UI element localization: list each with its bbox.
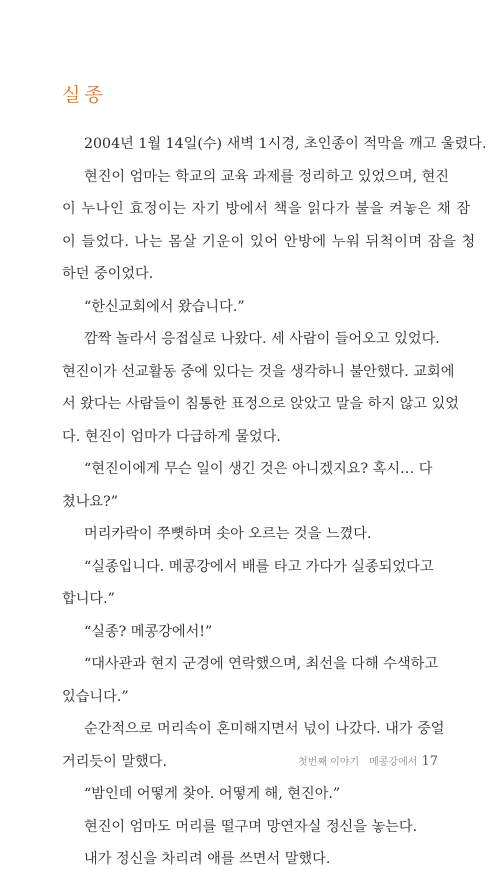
text-line: 2004년 1월 14일(수) 새벽 1시경, 초인종이 적막을 깨고 울렸다. [84, 136, 487, 152]
text-line: “실종? 메콩강에서!” [84, 623, 213, 640]
text-line: 하던 중이었다. [62, 266, 154, 282]
page-number: 17 [421, 754, 438, 769]
text-line: 이 들었다. 나는 몸살 기운이 있어 안방에 누워 뒤척이며 잠을 청 [62, 233, 476, 250]
text-line: 깜짝 놀라서 응접실로 나왔다. 세 사람이 들어오고 있었다. [84, 331, 440, 347]
text-line: 머리카락이 쭈뼛하며 솟아 오르는 것을 느꼈다. [84, 526, 372, 542]
text-line: 거리듯이 말했다. [62, 753, 167, 770]
text-line: 서 왔다는 사람들이 침통한 표정으로 앉았고 말을 하지 않고 있었 [62, 396, 459, 412]
text-line: 있습니다.” [62, 688, 129, 705]
text-line: “한신교회에서 왔습니다.” [84, 298, 245, 315]
text-line: 합니다.” [62, 591, 115, 607]
footer-section: 메콩강에서 [369, 757, 418, 768]
text-line: 현진이 엄마도 머리를 떨구며 망연자실 정신을 놓는다. [84, 818, 418, 835]
text-line: “실종입니다. 메콩강에서 배를 타고 가다가 실종되었다고 [84, 558, 434, 575]
text-line: 현진이가 선교활동 중에 있다는 것을 생각하니 불안했다. 교회에 [62, 363, 455, 380]
page-footer [298, 753, 438, 769]
text-line: 순간적으로 머리속이 혼미해지면서 넋이 나갔다. 내가 중얼 [84, 721, 445, 737]
footer-part: 첫번째 이야기 [298, 757, 360, 768]
text-line: “밤인데 어떻게 찾아. 어떻게 해, 현진아.” [84, 786, 341, 802]
text-line: “현진이에게 무슨 일이 생긴 것은 아니겠지요? 혹시… 다 [84, 461, 433, 477]
text-line: 현진이 엄마는 학교의 교육 과제를 정리하고 있었으며, 현진 [84, 168, 450, 185]
text-line: 다. 현진이 엄마가 다급하게 물었다. [62, 428, 281, 445]
text-line: “대사관과 현지 군경에 연락했으며, 최선을 다해 수색하고 [84, 656, 439, 672]
text-line: 내가 정신을 차리려 애를 쓰면서 말했다. [84, 851, 331, 867]
text-line: 쳤나요?” [62, 493, 118, 510]
text-line: 이 누나인 효정이는 자기 방에서 책을 읽다가 불을 켜놓은 채 잠 [62, 201, 471, 217]
chapter-title: 실종 [62, 84, 107, 106]
